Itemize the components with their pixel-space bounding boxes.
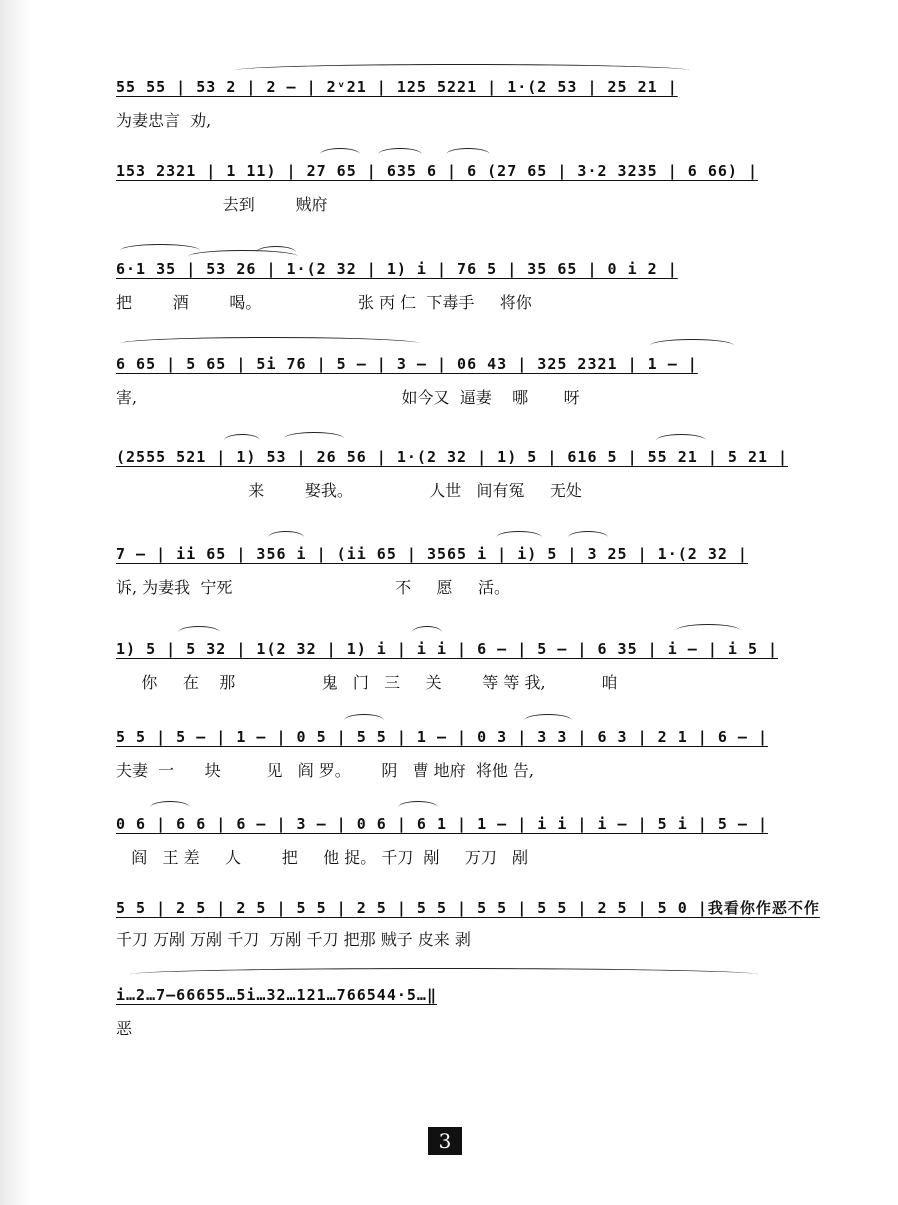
slur-mark	[650, 339, 734, 352]
notation-line: 5 5 | 5 — | 1 — | 0 5 | 5 5 | 1 — | 0 3 | 3 3 | 6 3 | 2 1 | 6 — |	[116, 728, 768, 746]
slur-mark	[284, 432, 344, 445]
slur-mark	[568, 531, 608, 544]
slur-mark	[496, 531, 542, 544]
notation-line: 6 65 | 5 65 | 5i 76 | 5 — | 3 — | 06 43 | 325 2321 | 1 — |	[116, 355, 698, 373]
slur-mark	[268, 531, 304, 544]
slur-mark	[120, 337, 420, 350]
slur-mark	[446, 148, 490, 161]
notation-line: i…2…7—66655…5i…32…121…766544·5…‖	[116, 986, 437, 1004]
notation-line: 1) 5 | 5 32 | 1(2 32 | 1) i | i i | 6 — | 5 — | 6 35 | i — | i 5 |	[116, 640, 779, 658]
notation-line: 55 55 | 53 2 | 2 — | 2ᵛ21 | 125 5221 | 1·(2 53 | 25 21 |	[116, 78, 678, 96]
slur-mark	[378, 148, 422, 161]
slur-mark	[320, 148, 360, 161]
slur-mark	[524, 714, 572, 727]
slur-mark	[130, 968, 758, 981]
lyric-line: 你 在 那 鬼 门 三 关 等 等 我, 咱	[116, 673, 618, 692]
slur-mark	[676, 624, 740, 637]
notation-line: 153 2321 | 1 11) | 27 65 | 635 6 | 6 (27 65 | 3·2 3235 | 6 66) |	[116, 162, 758, 180]
notation-line: 7 — | ii 65 | 356 i | (ii 65 | 3565 i | i) 5 | 3 25 | 1·(2 32 |	[116, 545, 748, 563]
lyric-line: 诉, 为妻我 宁死 不 愿 活。	[116, 578, 510, 597]
slur-mark	[178, 626, 220, 639]
lyric-line: 害, 如今又 逼妻 哪 呀	[116, 388, 580, 407]
slur-mark	[224, 434, 260, 447]
score-system-8	[116, 728, 796, 800]
lyric-line: 为妻忠言 劝,	[116, 111, 212, 130]
score-system-9	[116, 815, 796, 887]
page-number: 3	[428, 1127, 462, 1155]
slur-mark	[234, 64, 690, 77]
lyric-line: 千刀 万剐 万剐 千刀 万剐 千刀 把那 贼子 皮来 剥	[116, 930, 471, 949]
score-system-3	[116, 260, 796, 332]
lyric-line: 阎 王 差 人 把 他 捉。 千刀 剐 万刀 剐	[116, 848, 529, 867]
score-system-6	[116, 545, 796, 617]
slur-mark	[256, 246, 296, 259]
score-system-7	[116, 640, 796, 712]
score-system-11	[116, 986, 796, 1058]
page-edge-shadow	[0, 0, 30, 1205]
score-system-2	[116, 162, 796, 234]
score-system-1	[116, 78, 796, 150]
notation-line: 6·1 35 | 53 26 | 1·(2 32 | 1) i | 76 5 | 35 65 | 0 i 2 |	[116, 260, 678, 278]
slur-mark	[412, 626, 442, 639]
lyric-line: 去到 贼府	[116, 195, 328, 214]
notation-line: (2555 521 | 1) 53 | 26 56 | 1·(2 32 | 1) 5 | 616 5 | 55 21 | 5 21 |	[116, 448, 789, 466]
slur-mark	[344, 714, 384, 727]
score-system-5	[116, 448, 796, 520]
slur-mark	[656, 434, 706, 447]
lyric-line: 夫妻 一 块 见 阎 罗。 阴 曹 地府 将他 告,	[116, 761, 535, 780]
notation-line: 0 6 | 6 6 | 6 — | 3 — | 0 6 | 6 1 | 1 — | i i | i — | 5 i | 5 — |	[116, 815, 768, 833]
score-system-10	[116, 897, 820, 969]
notation-line: 5 5 | 2 5 | 2 5 | 5 5 | 2 5 | 5 5 | 5 5 | 5 5 | 2 5 | 5 0 |我看你作恶不作	[116, 899, 820, 917]
slur-mark	[398, 801, 438, 814]
lyric-line: 把 酒 喝。 张 丙 仁 下毒手 将你	[116, 293, 532, 312]
lyric-line: 来 娶我。 人世 间有冤 无处	[116, 481, 582, 500]
score-system-4	[116, 355, 796, 427]
lyric-line: 恶	[116, 1019, 133, 1038]
slur-mark	[150, 801, 190, 814]
